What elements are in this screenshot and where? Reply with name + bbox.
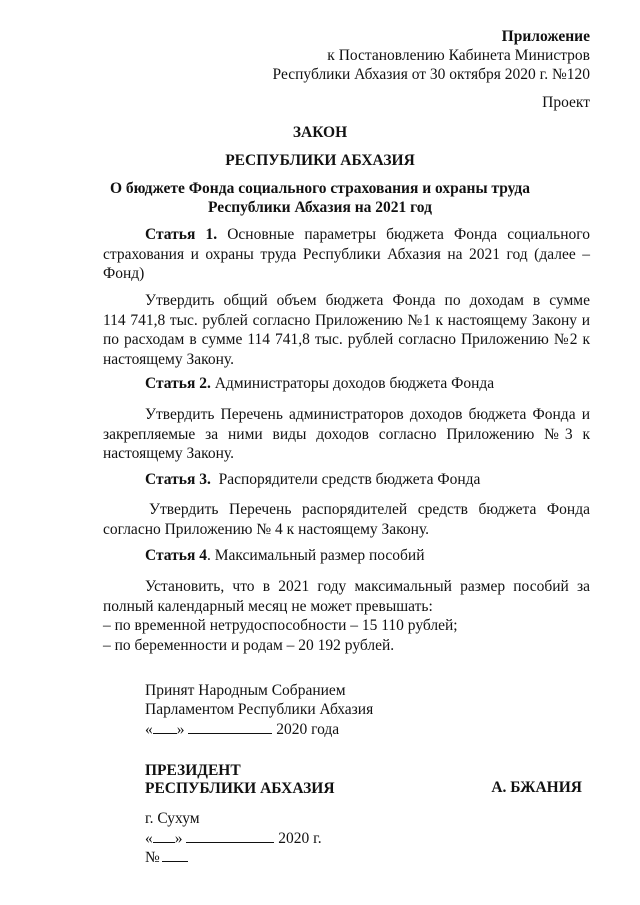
paragraph-4-line-2: полный календарный месяц не может превышать: [103,597,433,615]
paragraph-3-line-1: Утвердить Перечень распорядителей средств бюджета Фонда [149,501,590,518]
paragraph-1-line-2: 114 741,8 тыс. рублей согласно Приложению №1 к настоящему Закону и [103,311,590,329]
law-subtitle-line-2: Республики Абхазия на 2021 год [208,199,432,216]
article-3-text: Распорядители средств бюджета Фонда [218,471,481,488]
article-4-heading [145,547,424,565]
article-2-heading [145,375,494,393]
paragraph-1-line-1: Утвердить общий объем бюджета Фонда по доходам в сумме [145,292,590,309]
law-subtitle-line-1: О бюджете Фонда социального страхования и охраны труда [109,180,531,197]
appendix-title: Приложение [501,28,590,45]
article-1-line-3: Фонд) [103,265,145,282]
city: г. Сухум [145,810,200,827]
article-2-label: Статья 2. [145,375,211,392]
article-1-line-1: Статья 1. Основные параметры бюджета Фонда социального [145,226,590,243]
paragraph-2-line-1: Утвердить Перечень администраторов доходов бюджета Фонда и [145,406,590,423]
article-1 [103,225,590,284]
paragraph-administrators [103,405,590,464]
article-1-label: Статья 1. [145,226,218,243]
law-title: ЗАКОН [292,124,348,141]
paragraph-managers [103,500,590,539]
paragraph-3-line-2: согласно Приложению № 4 к настоящему Закону. [103,520,430,538]
paragraph-4-line-1: Установить, что в 2021 году максимальный размер пособий за [145,578,590,595]
president-role-line-1: ПРЕЗИДЕНТ [145,762,241,779]
paragraph-budget-volume [103,291,590,369]
article-4-text: . Максимальный размер пособий [206,547,425,564]
article-3-heading [145,471,480,489]
paragraph-4-line-3: – по временной нетрудоспособности – 15 110 рублей; [103,617,458,634]
adopted-parliament: Парламентом Республики Абхазия [145,701,374,718]
paragraph-2-line-3: настоящему Закону. [103,445,234,462]
article-3-label: Статья 3. [145,471,211,488]
appendix-line-1: к Постановлению Кабинета Министров [327,47,590,64]
paragraph-max-benefits [103,577,590,655]
adopted-date: « » 2020 года [145,721,340,738]
draft-label: Проект [542,94,590,111]
adopted-day-blank [153,719,177,734]
document-number-blank [162,847,188,862]
president-name: А. БЖАНИЯ [491,779,582,796]
law-republic-title: РЕСПУБЛИКИ АБХАЗИЯ [225,152,415,169]
appendix-line-2: Республики Абхазия от 30 октября 2020 г. №120 [272,66,590,83]
paragraph-1-line-4: настоящему Закону. [103,350,234,368]
president-role-line-2: РЕСПУБЛИКИ АБХАЗИЯ [145,780,335,797]
paragraph-4-line-4: – по беременности и родам – 20 192 рублей. [103,636,395,654]
adopted-by-assembly: Принят Народным Собранием [145,682,346,699]
signing-day-blank [153,828,175,843]
adopted-month-blank [188,719,272,734]
paragraph-2-line-2: закрепляемые за ними виды доходов согласно Приложению №3 к [103,425,590,443]
article-4-label: Статья 4 [145,547,207,564]
article-1-line-2: страхования и охраны труда Республики Абхазия на 2021 год (далее – [103,245,590,263]
signing-date: « » 2020 г. [145,830,322,847]
document-number: № [145,847,188,868]
article-2-text: Администраторы доходов бюджета Фонда [214,375,495,392]
paragraph-1-line-3: по расходам в сумме 114 741,8 тыс. рублей согласно Приложению №2 к [103,331,590,348]
signing-month-blank [186,828,274,843]
